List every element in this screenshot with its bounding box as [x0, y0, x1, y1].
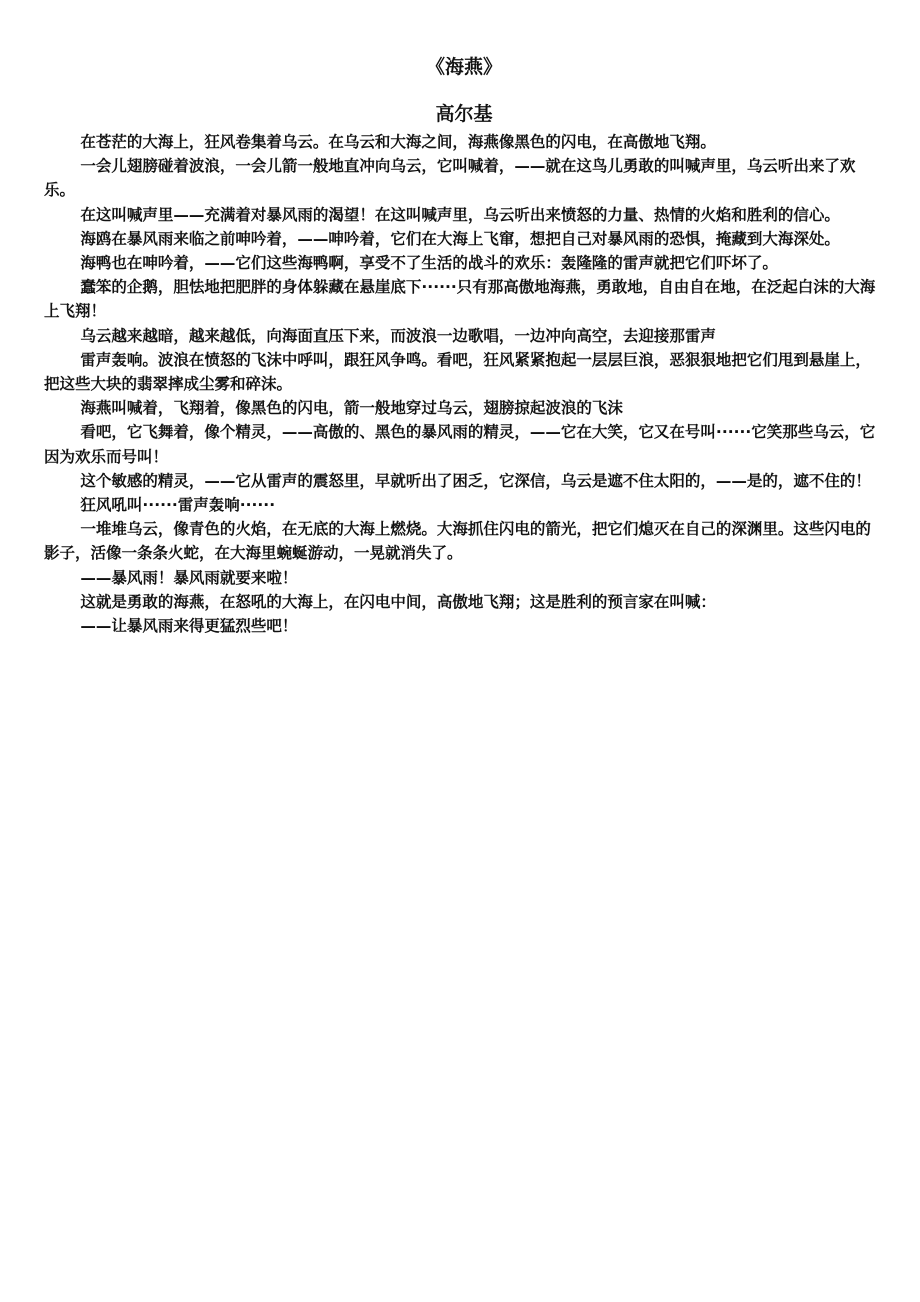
document-body: [44, 130, 884, 638]
paragraph: 这就是勇敢的海燕，在怒吼的大海上，在闪电中间，高傲地飞翔；这是胜利的预言家在叫喊：: [80, 592, 716, 611]
paragraph: 海鸭也在呻吟着，——它们这些海鸭啊，享受不了生活的战斗的欢乐：轰隆隆的雷声就把它们吓坏了。: [80, 254, 778, 273]
paragraph: 这个敏感的精灵，——它从雷声的震怒里，早就听出了困乏，它深信，乌云是遮不住太阳的，——是的，遮不住的！: [80, 471, 871, 490]
paragraph: 雷声轰响。波浪在愤怒的飞沫中呼叫，跟狂风争鸣。看吧，狂风紧紧抱起一层层巨浪，恶狠狠地把它们甩到悬崖上，把这些大块的翡翠摔成尘雾和碎沫。: [44, 350, 871, 394]
document-author: 高尔基: [435, 103, 493, 125]
document-page: [44, 52, 884, 638]
document-title: 《海燕》: [425, 56, 502, 78]
paragraph: 海燕叫喊着，飞翔着，像黑色的闪电，箭一般地穿过乌云，翅膀掠起波浪的飞沫: [80, 399, 623, 418]
paragraph: 狂风吼叫······雷声轰响······: [80, 496, 276, 515]
paragraph: 乌云越来越暗，越来越低，向海面直压下来，而波浪一边歌唱，一边冲向高空，去迎接那雷声: [80, 326, 716, 345]
paragraph: 蠢笨的企鹅，胆怯地把肥胖的身体躲藏在悬崖底下······只有那高傲地海燕，勇敢地，自由自在地，在泛起白沫的大海上飞翔！: [44, 278, 876, 321]
paragraph: 一堆堆乌云，像青色的火焰，在无底的大海上燃烧。大海抓住闪电的箭光，把它们熄灭在自己的深渊里。这些闪电的影子，活像一条条火蛇，在大海里蜿蜒游动，一晃就消失了。: [44, 520, 871, 563]
paragraph: ——让暴风雨来得更猛烈些吧！: [80, 617, 298, 636]
paragraph: 在苍茫的大海上，狂风卷集着乌云。在乌云和大海之间，海燕像黑色的闪电，在高傲地飞翔。: [80, 133, 716, 151]
paragraph: 一会儿翅膀碰着波浪，一会儿箭一般地直冲向乌云，它叫喊着，——就在这鸟儿勇敢的叫喊声里，乌云听出来了欢乐。: [44, 157, 856, 200]
paragraph: ——暴风雨！暴风雨就要来啦！: [80, 568, 298, 587]
paragraph: 海鸥在暴风雨来临之前呻吟着，——呻吟着，它们在大海上飞窜，想把自己对暴风雨的恐惧，掩藏到大海深处。: [80, 229, 840, 248]
paragraph: 在这叫喊声里——充满着对暴风雨的渴望！在这叫喊声里，乌云听出来愤怒的力量、热情的火焰和胜利的信心。: [80, 205, 840, 224]
paragraph: 看吧，它飞舞着，像个精灵，——高傲的、黑色的暴风雨的精灵，——它在大笑，它又在号叫······它笑那些乌云，它因为欢乐而号叫！: [44, 423, 876, 466]
